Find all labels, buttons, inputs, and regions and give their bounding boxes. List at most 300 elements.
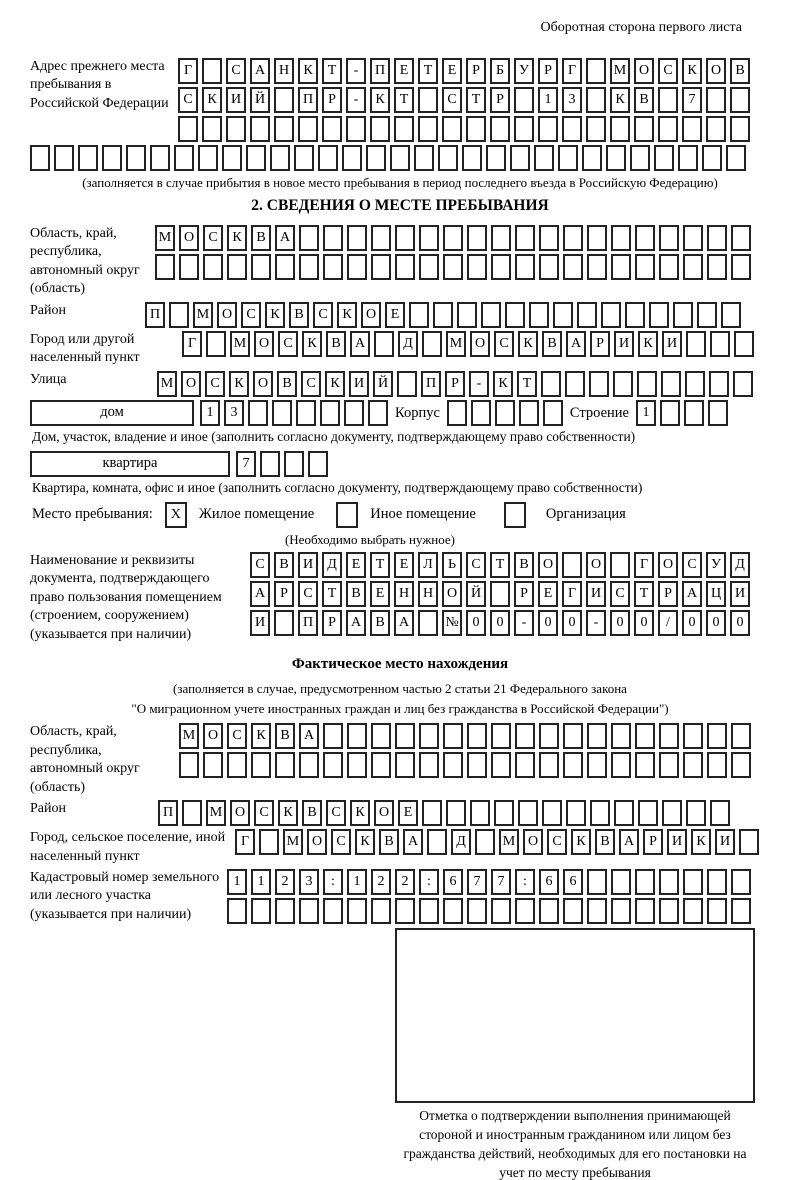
char-cell[interactable] xyxy=(682,116,702,142)
char-cell[interactable]: И xyxy=(298,552,318,578)
char-cell[interactable]: С xyxy=(658,58,678,84)
char-cell[interactable] xyxy=(519,400,539,426)
char-cell[interactable]: А xyxy=(250,581,270,607)
char-cell[interactable] xyxy=(222,145,242,171)
char-cell[interactable] xyxy=(433,302,453,328)
char-cell[interactable] xyxy=(323,723,343,749)
char-cell[interactable] xyxy=(395,752,415,778)
char-cell[interactable]: У xyxy=(514,58,534,84)
char-cell[interactable] xyxy=(563,254,583,280)
char-cell[interactable]: И xyxy=(614,331,634,357)
char-cell[interactable]: Т xyxy=(394,87,414,113)
char-cell[interactable]: Б xyxy=(490,58,510,84)
char-cell[interactable]: А xyxy=(394,610,414,636)
char-cell[interactable] xyxy=(422,331,442,357)
char-cell[interactable] xyxy=(538,116,558,142)
char-cell[interactable] xyxy=(491,723,511,749)
char-cell[interactable]: К xyxy=(337,302,357,328)
char-cell[interactable] xyxy=(684,400,704,426)
char-cell[interactable]: 7 xyxy=(491,869,511,895)
char-cell[interactable] xyxy=(174,145,194,171)
char-cell[interactable]: 0 xyxy=(610,610,630,636)
char-cell[interactable] xyxy=(467,898,487,924)
char-cell[interactable]: С xyxy=(494,331,514,357)
char-cell[interactable]: О xyxy=(470,331,490,357)
char-cell[interactable] xyxy=(563,898,583,924)
char-cell[interactable] xyxy=(371,254,391,280)
char-cell[interactable] xyxy=(707,752,727,778)
char-cell[interactable]: 0 xyxy=(706,610,726,636)
char-cell[interactable]: 6 xyxy=(539,869,559,895)
char-cell[interactable] xyxy=(371,752,391,778)
char-cell[interactable]: Е xyxy=(394,58,414,84)
char-cell[interactable]: : xyxy=(515,869,535,895)
char-cell[interactable]: С xyxy=(610,581,630,607)
char-cell[interactable]: С xyxy=(298,581,318,607)
char-cell[interactable]: Р xyxy=(643,829,663,855)
char-cell[interactable] xyxy=(457,302,477,328)
char-cell[interactable]: И xyxy=(715,829,735,855)
char-cell[interactable] xyxy=(678,145,698,171)
char-cell[interactable]: К xyxy=(638,331,658,357)
char-cell[interactable] xyxy=(659,723,679,749)
char-cell[interactable] xyxy=(734,331,754,357)
char-cell[interactable] xyxy=(471,400,491,426)
char-cell[interactable] xyxy=(323,752,343,778)
char-cell[interactable] xyxy=(565,371,585,397)
char-cell[interactable] xyxy=(586,116,606,142)
char-cell[interactable]: В xyxy=(542,331,562,357)
char-cell[interactable] xyxy=(563,752,583,778)
char-cell[interactable] xyxy=(467,723,487,749)
char-cell[interactable] xyxy=(563,723,583,749)
char-cell[interactable] xyxy=(562,552,582,578)
char-cell[interactable]: 0 xyxy=(634,610,654,636)
char-cell[interactable]: К xyxy=(518,331,538,357)
char-cell[interactable] xyxy=(491,898,511,924)
char-cell[interactable] xyxy=(730,87,750,113)
char-cell[interactable] xyxy=(708,400,728,426)
char-cell[interactable] xyxy=(250,116,270,142)
char-cell[interactable] xyxy=(702,145,722,171)
char-cell[interactable]: С xyxy=(331,829,351,855)
checkbox-residential[interactable]: X xyxy=(165,502,187,528)
char-cell[interactable]: 2 xyxy=(371,869,391,895)
char-cell[interactable] xyxy=(658,87,678,113)
char-cell[interactable]: М xyxy=(499,829,519,855)
char-cell[interactable] xyxy=(635,898,655,924)
char-cell[interactable]: М xyxy=(610,58,630,84)
char-cell[interactable]: Д xyxy=(398,331,418,357)
char-cell[interactable] xyxy=(514,87,534,113)
char-cell[interactable]: Т xyxy=(418,58,438,84)
char-cell[interactable] xyxy=(515,898,535,924)
char-cell[interactable] xyxy=(390,145,410,171)
char-cell[interactable] xyxy=(707,723,727,749)
char-cell[interactable]: С xyxy=(326,800,346,826)
char-cell[interactable]: Й xyxy=(373,371,393,397)
char-cell[interactable]: - xyxy=(586,610,606,636)
char-cell[interactable] xyxy=(371,225,391,251)
char-cell[interactable]: - xyxy=(346,87,366,113)
char-cell[interactable] xyxy=(470,800,490,826)
char-cell[interactable]: 7 xyxy=(467,869,487,895)
char-cell[interactable] xyxy=(686,800,706,826)
char-cell[interactable]: О xyxy=(442,581,462,607)
char-cell[interactable]: О xyxy=(586,552,606,578)
char-cell[interactable] xyxy=(443,225,463,251)
char-cell[interactable]: Р xyxy=(466,58,486,84)
char-cell[interactable] xyxy=(586,58,606,84)
char-cell[interactable] xyxy=(259,829,279,855)
char-cell[interactable]: Л xyxy=(418,552,438,578)
char-cell[interactable] xyxy=(227,752,247,778)
char-cell[interactable] xyxy=(443,752,463,778)
char-cell[interactable] xyxy=(462,145,482,171)
char-cell[interactable]: Т xyxy=(466,87,486,113)
char-cell[interactable]: И xyxy=(730,581,750,607)
char-cell[interactable]: К xyxy=(202,87,222,113)
char-cell[interactable]: № xyxy=(442,610,462,636)
char-cell[interactable] xyxy=(486,145,506,171)
char-cell[interactable] xyxy=(179,254,199,280)
char-cell[interactable] xyxy=(467,752,487,778)
char-cell[interactable] xyxy=(515,225,535,251)
char-cell[interactable]: Т xyxy=(490,552,510,578)
char-cell[interactable] xyxy=(467,225,487,251)
char-cell[interactable]: А xyxy=(275,225,295,251)
char-cell[interactable] xyxy=(611,254,631,280)
char-cell[interactable]: - xyxy=(346,58,366,84)
char-cell[interactable]: П xyxy=(298,610,318,636)
char-cell[interactable] xyxy=(203,254,223,280)
char-cell[interactable] xyxy=(395,898,415,924)
char-cell[interactable] xyxy=(102,145,122,171)
char-cell[interactable]: К xyxy=(325,371,345,397)
char-cell[interactable] xyxy=(374,331,394,357)
char-cell[interactable]: Н xyxy=(394,581,414,607)
char-cell[interactable]: П xyxy=(158,800,178,826)
char-cell[interactable] xyxy=(251,254,271,280)
char-cell[interactable]: В xyxy=(274,552,294,578)
char-cell[interactable]: У xyxy=(706,552,726,578)
char-cell[interactable] xyxy=(227,254,247,280)
char-cell[interactable] xyxy=(443,898,463,924)
char-cell[interactable] xyxy=(418,87,438,113)
char-cell[interactable] xyxy=(707,869,727,895)
char-cell[interactable]: О xyxy=(538,552,558,578)
char-cell[interactable]: В xyxy=(595,829,615,855)
char-cell[interactable] xyxy=(418,610,438,636)
char-cell[interactable] xyxy=(731,869,751,895)
char-cell[interactable]: О xyxy=(217,302,237,328)
char-cell[interactable] xyxy=(395,254,415,280)
char-cell[interactable]: А xyxy=(250,58,270,84)
char-cell[interactable]: Г xyxy=(562,58,582,84)
char-cell[interactable] xyxy=(475,829,495,855)
char-cell[interactable]: А xyxy=(403,829,423,855)
char-cell[interactable] xyxy=(494,800,514,826)
char-cell[interactable] xyxy=(275,254,295,280)
char-cell[interactable]: О xyxy=(361,302,381,328)
char-cell[interactable]: М xyxy=(230,331,250,357)
char-cell[interactable] xyxy=(347,254,367,280)
char-cell[interactable]: С xyxy=(203,225,223,251)
char-cell[interactable] xyxy=(342,145,362,171)
char-cell[interactable] xyxy=(630,145,650,171)
char-cell[interactable]: Т xyxy=(322,581,342,607)
char-cell[interactable] xyxy=(709,371,729,397)
char-cell[interactable] xyxy=(638,800,658,826)
char-cell[interactable] xyxy=(299,254,319,280)
char-cell[interactable]: Р xyxy=(274,581,294,607)
char-cell[interactable] xyxy=(178,116,198,142)
char-cell[interactable] xyxy=(566,800,586,826)
char-cell[interactable] xyxy=(542,800,562,826)
checkbox-organization[interactable] xyxy=(504,502,526,528)
char-cell[interactable] xyxy=(346,116,366,142)
char-cell[interactable]: 0 xyxy=(682,610,702,636)
char-cell[interactable] xyxy=(659,869,679,895)
char-cell[interactable]: Е xyxy=(394,552,414,578)
char-cell[interactable]: К xyxy=(370,87,390,113)
char-cell[interactable] xyxy=(553,302,573,328)
char-cell[interactable] xyxy=(515,752,535,778)
char-cell[interactable] xyxy=(661,371,681,397)
char-cell[interactable] xyxy=(226,116,246,142)
char-cell[interactable]: 3 xyxy=(224,400,244,426)
char-cell[interactable] xyxy=(182,800,202,826)
char-cell[interactable]: 0 xyxy=(562,610,582,636)
char-cell[interactable]: И xyxy=(349,371,369,397)
char-cell[interactable] xyxy=(731,723,751,749)
char-cell[interactable] xyxy=(447,400,467,426)
checkbox-other-premises[interactable] xyxy=(336,502,358,528)
char-cell[interactable] xyxy=(539,225,559,251)
char-cell[interactable] xyxy=(409,302,429,328)
char-cell[interactable]: Е xyxy=(398,800,418,826)
char-cell[interactable] xyxy=(731,898,751,924)
char-cell[interactable] xyxy=(706,116,726,142)
char-cell[interactable] xyxy=(126,145,146,171)
char-cell[interactable]: 3 xyxy=(562,87,582,113)
char-cell[interactable] xyxy=(610,552,630,578)
char-cell[interactable]: С xyxy=(278,331,298,357)
char-cell[interactable]: К xyxy=(298,58,318,84)
char-cell[interactable]: К xyxy=(278,800,298,826)
char-cell[interactable] xyxy=(491,225,511,251)
char-cell[interactable]: Е xyxy=(346,552,366,578)
char-cell[interactable]: Р xyxy=(538,58,558,84)
char-cell[interactable] xyxy=(370,116,390,142)
char-cell[interactable]: : xyxy=(323,869,343,895)
char-cell[interactable] xyxy=(558,145,578,171)
char-cell[interactable] xyxy=(274,87,294,113)
char-cell[interactable] xyxy=(685,371,705,397)
char-cell[interactable] xyxy=(466,116,486,142)
char-cell[interactable]: М xyxy=(155,225,175,251)
char-cell[interactable] xyxy=(270,145,290,171)
char-cell[interactable]: Р xyxy=(490,87,510,113)
char-cell[interactable]: : xyxy=(419,869,439,895)
char-cell[interactable]: 1 xyxy=(227,869,247,895)
char-cell[interactable] xyxy=(427,829,447,855)
char-cell[interactable]: 0 xyxy=(538,610,558,636)
char-cell[interactable]: 2 xyxy=(395,869,415,895)
char-cell[interactable] xyxy=(706,87,726,113)
char-cell[interactable] xyxy=(227,898,247,924)
char-cell[interactable]: Д xyxy=(451,829,471,855)
char-cell[interactable] xyxy=(442,116,462,142)
char-cell[interactable] xyxy=(611,225,631,251)
char-cell[interactable] xyxy=(614,800,634,826)
char-cell[interactable] xyxy=(659,225,679,251)
char-cell[interactable] xyxy=(683,869,703,895)
char-cell[interactable]: Ь xyxy=(442,552,462,578)
char-cell[interactable] xyxy=(659,752,679,778)
char-cell[interactable]: М xyxy=(283,829,303,855)
char-cell[interactable]: 1 xyxy=(636,400,656,426)
char-cell[interactable] xyxy=(654,145,674,171)
char-cell[interactable]: 3 xyxy=(299,869,319,895)
char-cell[interactable]: К xyxy=(350,800,370,826)
char-cell[interactable] xyxy=(54,145,74,171)
char-cell[interactable]: В xyxy=(251,225,271,251)
char-cell[interactable] xyxy=(443,254,463,280)
char-cell[interactable] xyxy=(515,254,535,280)
char-cell[interactable] xyxy=(347,752,367,778)
char-cell[interactable]: Г xyxy=(182,331,202,357)
char-cell[interactable]: П xyxy=(370,58,390,84)
char-cell[interactable]: О xyxy=(230,800,250,826)
char-cell[interactable]: И xyxy=(667,829,687,855)
char-cell[interactable]: В xyxy=(514,552,534,578)
char-cell[interactable]: К xyxy=(493,371,513,397)
char-cell[interactable] xyxy=(673,302,693,328)
char-cell[interactable]: О xyxy=(179,225,199,251)
char-cell[interactable] xyxy=(587,723,607,749)
char-cell[interactable] xyxy=(323,898,343,924)
char-cell[interactable]: О xyxy=(203,723,223,749)
char-cell[interactable] xyxy=(635,225,655,251)
char-cell[interactable]: М xyxy=(206,800,226,826)
char-cell[interactable] xyxy=(395,723,415,749)
char-cell[interactable]: Р xyxy=(514,581,534,607)
char-cell[interactable] xyxy=(731,752,751,778)
char-cell[interactable] xyxy=(635,869,655,895)
char-cell[interactable] xyxy=(419,254,439,280)
char-cell[interactable] xyxy=(534,145,554,171)
char-cell[interactable] xyxy=(707,225,727,251)
char-cell[interactable]: Р xyxy=(658,581,678,607)
char-cell[interactable]: 1 xyxy=(200,400,220,426)
char-cell[interactable] xyxy=(539,898,559,924)
char-cell[interactable]: Ц xyxy=(706,581,726,607)
char-cell[interactable] xyxy=(347,225,367,251)
char-cell[interactable] xyxy=(371,723,391,749)
char-cell[interactable] xyxy=(733,371,753,397)
char-cell[interactable] xyxy=(683,723,703,749)
char-cell[interactable] xyxy=(611,723,631,749)
char-cell[interactable]: 2 xyxy=(275,869,295,895)
char-cell[interactable]: С xyxy=(466,552,486,578)
char-cell[interactable] xyxy=(635,752,655,778)
char-cell[interactable]: Г xyxy=(178,58,198,84)
char-cell[interactable] xyxy=(202,116,222,142)
char-cell[interactable]: М xyxy=(193,302,213,328)
char-cell[interactable]: В xyxy=(379,829,399,855)
char-cell[interactable] xyxy=(515,723,535,749)
char-cell[interactable] xyxy=(347,898,367,924)
char-cell[interactable] xyxy=(491,254,511,280)
char-cell[interactable]: С xyxy=(682,552,702,578)
char-cell[interactable] xyxy=(299,225,319,251)
char-cell[interactable] xyxy=(246,145,266,171)
char-cell[interactable] xyxy=(739,829,759,855)
char-cell[interactable] xyxy=(658,116,678,142)
char-cell[interactable] xyxy=(635,254,655,280)
char-cell[interactable]: Е xyxy=(442,58,462,84)
char-cell[interactable] xyxy=(686,331,706,357)
char-cell[interactable] xyxy=(495,400,515,426)
char-cell[interactable] xyxy=(155,254,175,280)
char-cell[interactable] xyxy=(296,400,316,426)
char-cell[interactable] xyxy=(635,723,655,749)
char-cell[interactable] xyxy=(662,800,682,826)
char-cell[interactable]: О xyxy=(253,371,273,397)
char-cell[interactable] xyxy=(721,302,741,328)
char-cell[interactable] xyxy=(514,116,534,142)
char-cell[interactable] xyxy=(274,116,294,142)
char-cell[interactable]: О xyxy=(307,829,327,855)
char-cell[interactable]: К xyxy=(229,371,249,397)
char-cell[interactable] xyxy=(589,371,609,397)
char-cell[interactable] xyxy=(505,302,525,328)
char-cell[interactable] xyxy=(634,116,654,142)
char-cell[interactable]: П xyxy=(298,87,318,113)
char-cell[interactable] xyxy=(730,116,750,142)
char-cell[interactable]: 1 xyxy=(251,869,271,895)
char-cell[interactable]: 1 xyxy=(347,869,367,895)
char-cell[interactable] xyxy=(481,302,501,328)
char-cell[interactable] xyxy=(601,302,621,328)
char-cell[interactable] xyxy=(150,145,170,171)
char-cell[interactable] xyxy=(587,869,607,895)
char-cell[interactable] xyxy=(395,225,415,251)
char-cell[interactable] xyxy=(697,302,717,328)
char-cell[interactable] xyxy=(649,302,669,328)
char-cell[interactable]: / xyxy=(658,610,678,636)
char-cell[interactable] xyxy=(248,400,268,426)
char-cell[interactable]: В xyxy=(277,371,297,397)
char-cell[interactable]: Е xyxy=(370,581,390,607)
char-cell[interactable]: А xyxy=(346,610,366,636)
char-cell[interactable] xyxy=(318,145,338,171)
char-cell[interactable]: А xyxy=(619,829,639,855)
char-cell[interactable] xyxy=(202,58,222,84)
char-cell[interactable]: В xyxy=(326,331,346,357)
char-cell[interactable]: В xyxy=(370,610,390,636)
char-cell[interactable] xyxy=(299,752,319,778)
char-cell[interactable]: К xyxy=(251,723,271,749)
char-cell[interactable]: В xyxy=(289,302,309,328)
char-cell[interactable] xyxy=(294,145,314,171)
char-cell[interactable]: И xyxy=(586,581,606,607)
char-cell[interactable] xyxy=(394,116,414,142)
char-cell[interactable]: 0 xyxy=(466,610,486,636)
char-cell[interactable] xyxy=(659,898,679,924)
char-cell[interactable] xyxy=(169,302,189,328)
